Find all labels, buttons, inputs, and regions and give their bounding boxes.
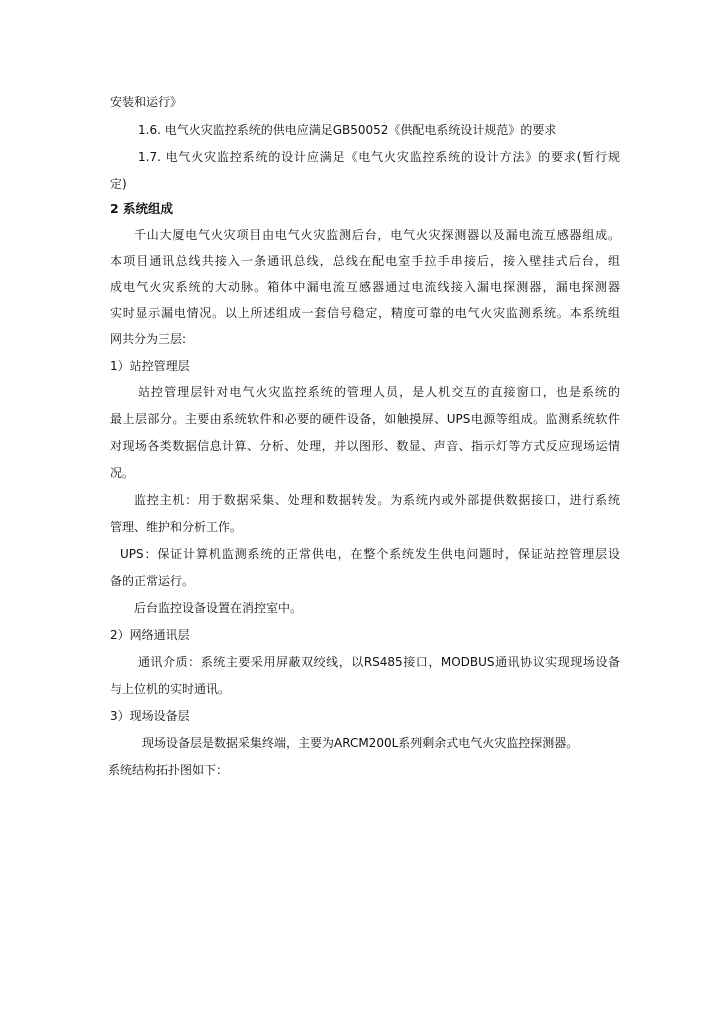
item-1-6: 1.6. 电气火灾监控系统的供电应满足GB50052《供配电系统设计规范》的要求 — [138, 123, 557, 137]
paragraph-overview-line-3: 成电气火灾系统的大动脉。箱体中漏电流互感器通过电流线接入漏电探测器，漏电探测器 — [110, 280, 620, 294]
paragraph-station-line-2: 最上层部分。主要由系统软件和必要的硬件设备，如触摸屏、UPS电源等组成。监测系统软件 — [110, 412, 620, 426]
paragraph-field-device: 现场设备层是数据采集终端，主要为ARCM200L系列剩余式电气火灾监控探测器。 — [142, 736, 579, 750]
subheading-field-device-layer: 3）现场设备层 — [110, 709, 190, 723]
paragraph-overview-line-5: 网共分为三层: — [110, 332, 187, 346]
paragraph-overview-line-1: 千山大厦电气火灾项目由电气火灾监测后台，电气火灾探测器以及漏电流互感器组成。 — [134, 228, 620, 242]
paragraph-ups-line-1: UPS：保证计算机监测系统的正常供电，在整个系统发生供电问题时，保证站控管理层设 — [120, 547, 620, 561]
paragraph-monitor-host-line-1: 监控主机：用于数据采集、处理和数据转发。为系统内或外部提供数据接口，进行系统 — [134, 493, 620, 507]
paragraph-monitor-host-line-2: 管理、维护和分析工作。 — [110, 520, 243, 534]
paragraph-network-line-1: 通讯介质：系统主要采用屏蔽双绞线，以RS485接口，MODBUS通讯协议实现现场设备 — [138, 655, 620, 669]
subheading-station-management-layer: 1）站控管理层 — [110, 359, 190, 373]
subheading-network-communication-layer: 2）网络通讯层 — [110, 628, 190, 642]
paragraph-station-line-1: 站控管理层针对电气火灾监控系统的管理人员，是人机交互的直接窗口，也是系统的 — [138, 385, 620, 399]
paragraph-station-line-4: 况。 — [110, 466, 135, 480]
item-1-7: 1.7. 电气火灾监控系统的设计应满足《电气火灾监控系统的设计方法》的要求(暂行规 — [138, 150, 620, 164]
paragraph-topology-intro: 系统结构拓扑图如下： — [108, 763, 229, 777]
paragraph-overview-line-4: 实时显示漏电情况。以上所述组成一套信号稳定，精度可靠的电气火灾监测系统。本系统组 — [110, 306, 620, 320]
paragraph-backend-location: 后台监控设备设置在消控室中。 — [134, 601, 303, 615]
paragraph-overview-line-2: 本项目通讯总线共接入一条通讯总线，总线在配电室手拉手串接后，接入壁挂式后台，组 — [110, 254, 620, 268]
item-1-7-continued: 定) — [110, 177, 127, 191]
paragraph-station-line-3: 对现场各类数据信息计算、分析、处理，并以图形、数显、声音、指示灯等方式反应现场运情 — [110, 439, 620, 453]
section-heading-system-composition: 2 系统组成 — [110, 201, 174, 216]
text-line-install-run: 安装和运行》 — [110, 95, 183, 109]
paragraph-ups-line-2: 备的正常运行。 — [110, 574, 195, 588]
paragraph-network-line-2: 与上位机的实时通讯。 — [110, 682, 231, 696]
